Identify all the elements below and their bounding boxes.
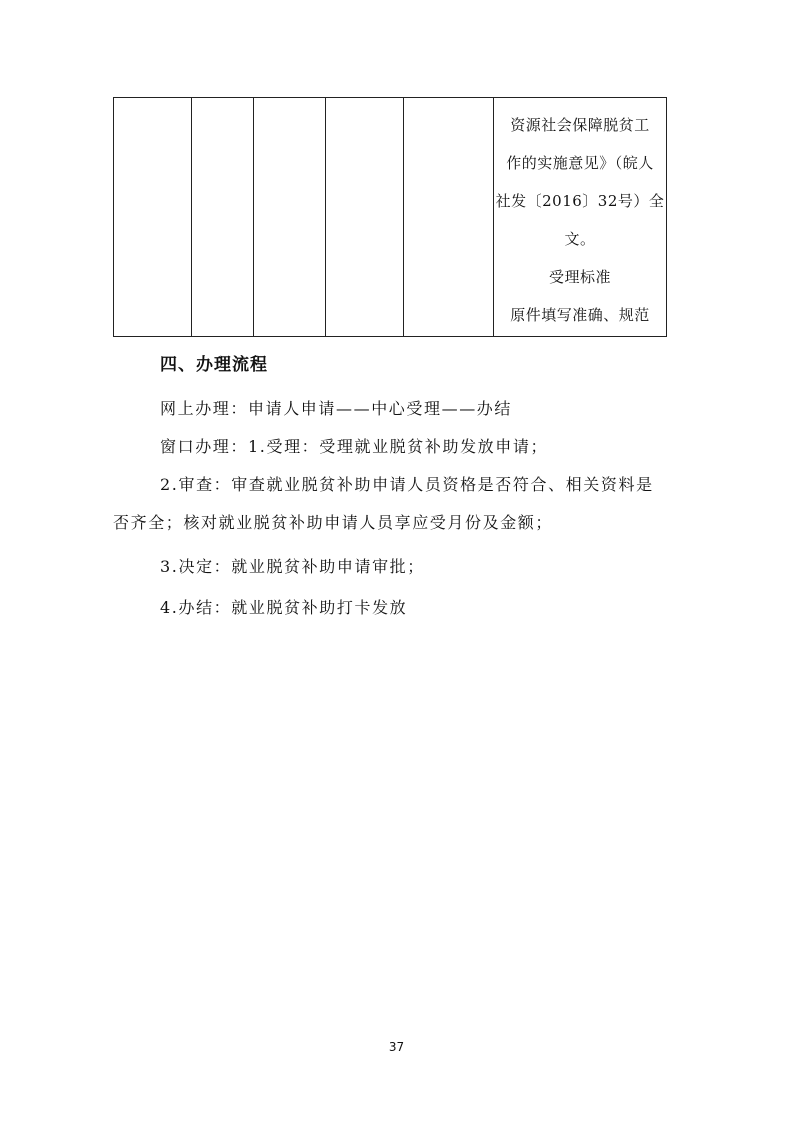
- paragraph-review: 2.审查：审查就业脱贫补助申请人员资格是否符合、相关资料是: [160, 475, 654, 494]
- paragraph-decision: 3.决定：就业脱贫补助申请审批；: [160, 557, 425, 576]
- table-cell-3: [254, 98, 326, 337]
- cell-line: 社发〔2016〕32号）全: [495, 192, 665, 210]
- cell-line: 作的实施意见》（皖人: [506, 154, 654, 172]
- cell-line: 原件填写准确、规范: [510, 306, 650, 324]
- page-number: 37: [388, 1040, 405, 1054]
- table-cell-2: [192, 98, 254, 337]
- table-cell-6: [494, 98, 667, 337]
- table-cell-text: [494, 98, 666, 334]
- cell-line: 文。: [564, 230, 596, 248]
- cell-line: 资源社会保障脱贫工: [510, 116, 650, 134]
- table-cell-5: [404, 98, 494, 337]
- table-cell-1: [114, 98, 192, 337]
- paragraph-review-cont: 否齐全；核对就业脱贫补助申请人员享应受月份及金额；: [113, 513, 554, 532]
- requirements-table: [113, 97, 667, 337]
- section-heading: 四、办理流程: [160, 355, 268, 375]
- paragraph-window-process: 窗口办理：1.受理：受理就业脱贫补助发放申请；: [160, 437, 549, 456]
- paragraph-online-process: 网上办理：申请人申请——中心受理——办结: [160, 399, 513, 418]
- table-row: [114, 98, 667, 337]
- cell-line: 受理标准: [548, 268, 611, 286]
- table-cell-4: [326, 98, 404, 337]
- paragraph-completion: 4.办结：就业脱贫补助打卡发放: [160, 598, 408, 617]
